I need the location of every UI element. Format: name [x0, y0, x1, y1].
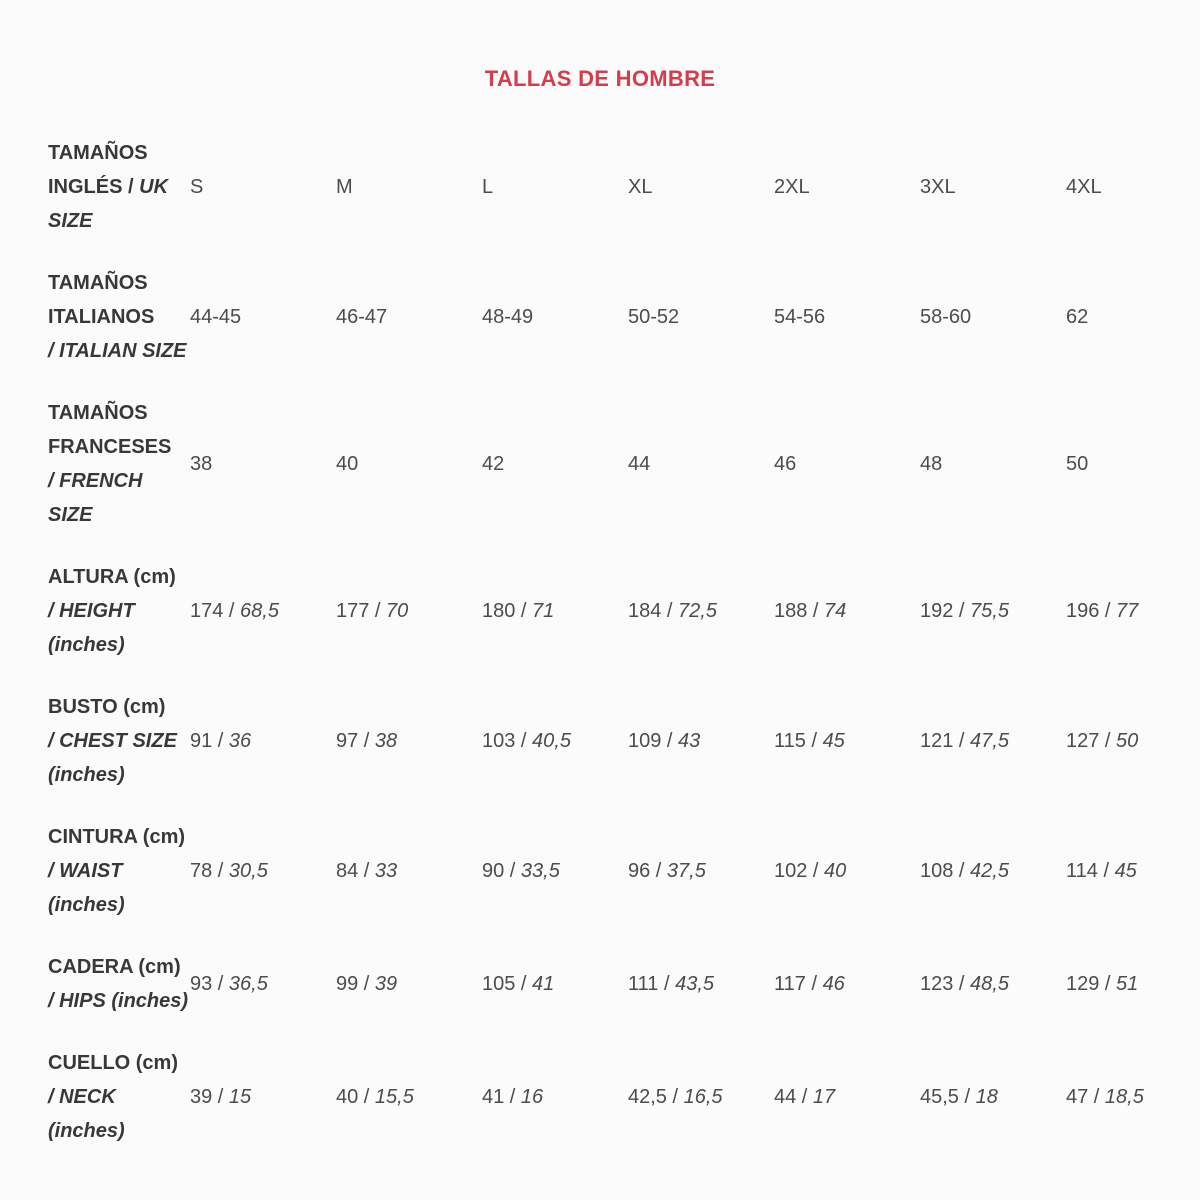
cell-chest-L: 103 / 40,5: [482, 729, 571, 752]
row-label-line: (inches): [48, 1120, 125, 1142]
cell-italian-size-S: 44-45: [190, 305, 242, 328]
cell-chest-M: 97 / 38: [336, 729, 398, 752]
cell-chest-XL: 109 / 43: [628, 729, 701, 752]
cell-chest-S: 91 / 36: [190, 729, 252, 752]
cell-hips-XL: 111 / 43,5: [628, 972, 715, 995]
cell-height-L: 180 / 71: [482, 599, 555, 622]
cell-neck-3XL: 45,5 / 18: [920, 1085, 998, 1108]
row-label-french-size: [48, 396, 190, 532]
cell-height-3XL: 192 / 75,5: [920, 599, 1009, 622]
row-label-line: / WAIST: [48, 860, 123, 882]
size-table: [48, 136, 1200, 1148]
cell-italian-size-M: 46-47: [336, 305, 388, 328]
row-label-height: [48, 560, 190, 662]
row-label-line: FRANCESES: [48, 436, 172, 458]
row-label-line: / HEIGHT: [48, 600, 135, 622]
row-label-line: (inches): [48, 764, 125, 786]
row-label-line: (inches): [48, 634, 125, 656]
row-label-line: / ITALIAN SIZE: [48, 340, 187, 362]
cell-french-size-4XL: 50: [1066, 452, 1089, 475]
cell-uk-size-XL: XL: [628, 175, 653, 198]
cell-hips-L: 105 / 41: [482, 972, 555, 995]
row-label-line: ALTURA (cm): [48, 566, 176, 588]
cell-uk-size-L: L: [482, 175, 494, 198]
cell-hips-4XL: 129 / 51: [1066, 972, 1139, 995]
row-label-hips: [48, 950, 190, 1018]
cell-neck-2XL: 44 / 17: [774, 1085, 836, 1108]
cell-neck-XL: 42,5 / 16,5: [628, 1085, 723, 1108]
cell-french-size-XL: 44: [628, 452, 651, 475]
row-label-line: (inches): [48, 894, 125, 916]
cell-uk-size-S: S: [190, 175, 204, 198]
row-label-line: CINTURA (cm): [48, 826, 186, 848]
cell-waist-S: 78 / 30,5: [190, 859, 268, 882]
cell-italian-size-2XL: 54-56: [774, 305, 826, 328]
cell-neck-4XL: 47 / 18,5: [1066, 1085, 1144, 1108]
row-label-line: CUELLO (cm): [48, 1052, 178, 1074]
cell-uk-size-3XL: 3XL: [920, 175, 956, 198]
table-row-waist: [48, 820, 1200, 922]
table-row-french-size: [48, 396, 1200, 532]
row-label-waist: [48, 820, 190, 922]
row-label-line: SIZE: [48, 210, 93, 232]
table-row-height: [48, 560, 1200, 662]
row-label-line: SIZE: [48, 504, 93, 526]
cell-italian-size-4XL: 62: [1066, 305, 1089, 328]
row-label-line: ITALIANOS: [48, 306, 155, 328]
row-label-uk-size: [48, 136, 190, 238]
row-label-line: TAMAÑOS: [48, 272, 148, 294]
cell-chest-4XL: 127 / 50: [1066, 729, 1139, 752]
table-row-chest: [48, 690, 1200, 792]
row-label-line: TAMAÑOS: [48, 402, 148, 424]
cell-neck-L: 41 / 16: [482, 1085, 544, 1108]
row-label-line: / FRENCH: [48, 470, 143, 492]
cell-french-size-2XL: 46: [774, 452, 797, 475]
cell-waist-XL: 96 / 37,5: [628, 859, 706, 882]
cell-french-size-M: 40: [336, 452, 359, 475]
cell-french-size-L: 42: [482, 452, 505, 475]
row-label-line: CADERA (cm): [48, 956, 181, 978]
cell-waist-2XL: 102 / 40: [774, 859, 847, 882]
cell-height-M: 177 / 70: [336, 599, 409, 622]
cell-italian-size-L: 48-49: [482, 305, 534, 328]
row-label-line: / NECK: [48, 1086, 116, 1108]
cell-waist-4XL: 114 / 45: [1066, 859, 1137, 882]
cell-italian-size-3XL: 58-60: [920, 305, 972, 328]
row-label-line: INGLÉS / UK: [48, 176, 169, 198]
cell-height-4XL: 196 / 77: [1066, 599, 1139, 622]
cell-hips-M: 99 / 39: [336, 972, 398, 995]
cell-waist-M: 84 / 33: [336, 859, 398, 882]
cell-neck-M: 40 / 15,5: [336, 1085, 414, 1108]
cell-waist-3XL: 108 / 42,5: [920, 859, 1009, 882]
cell-chest-3XL: 121 / 47,5: [920, 729, 1009, 752]
cell-chest-2XL: 115 / 45: [774, 729, 845, 752]
cell-uk-size-2XL: 2XL: [774, 175, 810, 198]
row-label-line: BUSTO (cm): [48, 696, 166, 718]
cell-french-size-S: 38: [190, 452, 213, 475]
table-row-neck: [48, 1046, 1200, 1148]
table-row-italian-size: [48, 266, 1200, 368]
cell-french-size-3XL: 48: [920, 452, 943, 475]
row-label-italian-size: [48, 266, 190, 368]
row-label-chest: [48, 690, 190, 792]
cell-neck-S: 39 / 15: [190, 1085, 252, 1108]
cell-height-S: 174 / 68,5: [190, 599, 279, 622]
cell-height-2XL: 188 / 74: [774, 599, 847, 622]
cell-hips-2XL: 117 / 46: [774, 972, 845, 995]
row-label-line: TAMAÑOS: [48, 142, 148, 164]
table-row-hips: [48, 950, 1200, 1018]
row-label-neck: [48, 1046, 190, 1148]
cell-hips-3XL: 123 / 48,5: [920, 972, 1009, 995]
cell-uk-size-M: M: [336, 175, 353, 198]
page-title: TALLAS DE HOMBRE: [484, 66, 716, 91]
table-row-uk-size: [48, 136, 1200, 238]
row-label-line: / HIPS (inches): [48, 990, 189, 1012]
cell-hips-S: 93 / 36,5: [190, 972, 268, 995]
cell-italian-size-XL: 50-52: [628, 305, 680, 328]
cell-waist-L: 90 / 33,5: [482, 859, 560, 882]
row-label-line: / CHEST SIZE: [48, 730, 177, 752]
cell-height-XL: 184 / 72,5: [628, 599, 717, 622]
cell-uk-size-4XL: 4XL: [1066, 175, 1102, 198]
